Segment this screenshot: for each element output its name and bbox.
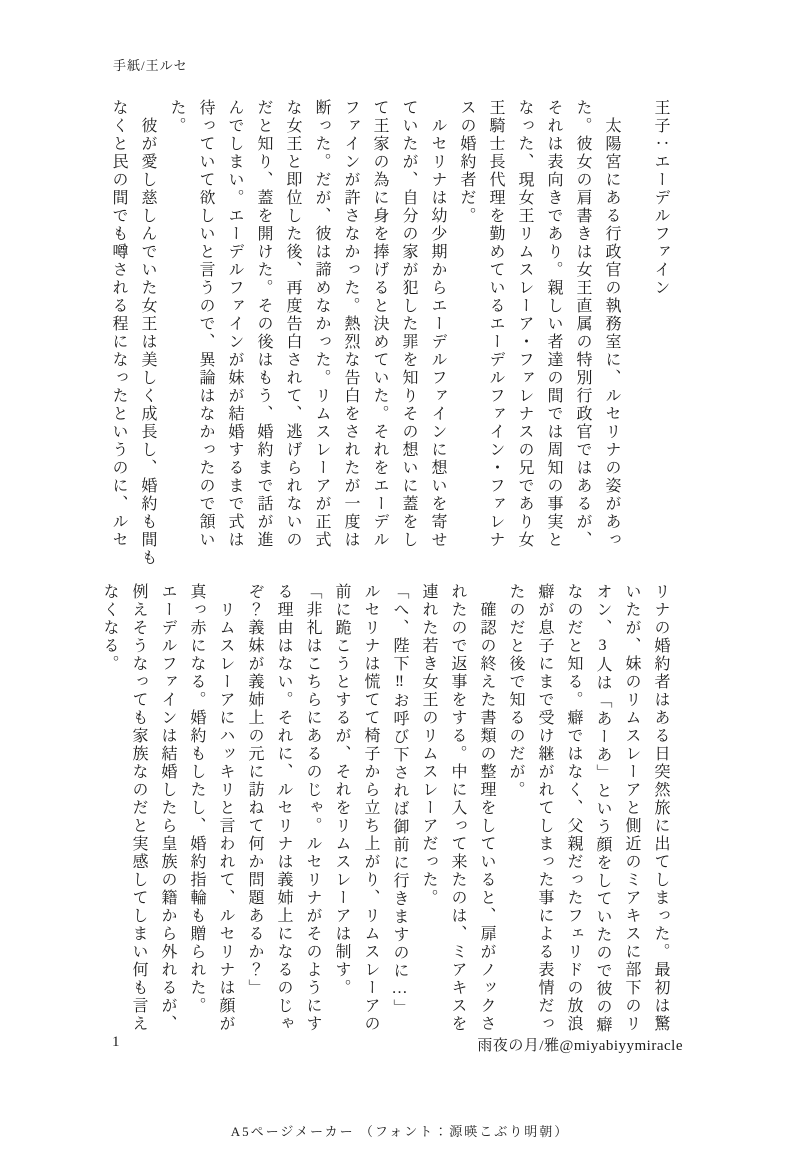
text-block-upper — [104, 99, 675, 577]
text-line: な女王と即位した後、再度告白されて、逃げられないの — [284, 99, 301, 549]
text-line: 彼が愛し慈しんでいた女王は美しく成長し、婚約も間も — [139, 99, 156, 567]
text-line: いたが、妹のリムスレーアと側近のミアキスに部下のリ — [623, 583, 640, 1033]
text-line: なくなる。 — [101, 583, 118, 673]
text-line: オン、3人は「あーあ」という顔をしていたので彼の癖 — [594, 583, 611, 1034]
author-credit: 雨夜の月/雅@miyabiyymiracle — [477, 1038, 683, 1054]
text-line: れたので返事をする。中に入って来たのは、ミアキスを — [449, 583, 466, 1033]
text-line: た。 — [168, 99, 185, 135]
text-line: リムスレーアにハッキリと言われて、ルセリナは顔が — [217, 583, 234, 1033]
text-line: なった、現女王リムスレーア・ファレナスの兄であり女 — [516, 99, 533, 549]
text-line: 「非礼はこちらにあるのじゃ。ルセリナがそのようにす — [304, 583, 321, 1033]
text-line: た。彼女の肩書きは女王直属の特別行政官ではあるが、 — [574, 99, 591, 549]
text-line: リナの婚約者はある日突然旅に出てしまった。最初は驚 — [652, 583, 669, 1033]
text-line: なくと民の間でも噂される程になったというのに、ルセ — [110, 99, 127, 549]
text-line: ルセリナは幼少期からエーデルファインに想いを寄せ — [429, 99, 446, 549]
page-number: 1 — [112, 1034, 120, 1050]
text-line: て王家の為に身を捧げると決めていた。それをエーデル — [371, 99, 388, 549]
text-line: 真っ赤になる。婚約もしたし、婚約指輪も贈られた。 — [188, 583, 205, 1015]
text-line: スの婚約者だ。 — [458, 99, 475, 225]
text-line: なのだと知る。癖ではなく、父親だったフェリドの放浪 — [565, 583, 582, 1033]
text-line: だと知り、蓋を開けた。その後はもう、婚約まで話が進 — [255, 99, 272, 549]
text-line: それは表向きであり。親しい者達の間では周知の事実と — [545, 99, 562, 549]
text-line: 太陽宮にある行政官の執務室に、ルセリナの姿があっ — [603, 99, 620, 549]
header-label: 手紙/王ルセ — [113, 58, 188, 73]
text-line: 「へ、陛下‼お呼び下されば御前に行きますのに…」 — [391, 583, 408, 1017]
generator-note: A5ページメーカー （フォント：源暎こぶり明朝） — [230, 1124, 570, 1139]
text-line: 断った。だが、彼は諦めなかった。リムスレーアが正式 — [313, 99, 330, 549]
text-line: 王子：エーデルファイン — [652, 99, 669, 297]
text-line: る理由はない。それに、ルセリナは義姉上になるのじゃ — [275, 583, 292, 1033]
text-line: 連れた若き女王のリムスレーアだった。 — [420, 583, 437, 907]
text-line: 確認の終えた書類の整理をしていると、扉がノックさ — [478, 583, 495, 1033]
text-line: たのだと後で知るのだが。 — [507, 583, 524, 799]
text-line: 前に跪こうとするが、それをリムスレーアは制す。 — [333, 583, 350, 997]
text-line: 待っていて欲しいと言うので、異論はなかったので頷い — [197, 99, 214, 549]
text-line: ルセリナは慌てて椅子から立ち上がり、リムスレーアの — [362, 583, 379, 1033]
text-line: ファインが許さなかった。熱烈な告白をされたが一度は — [342, 99, 359, 549]
text-block-lower — [95, 583, 675, 1061]
text-line: 王騎士長代理を勤めているエーデルファイン・ファレナ — [487, 99, 504, 549]
text-line: エーデルファインは結婚したら皇族の籍から外れるが、 — [159, 583, 176, 1033]
text-line: んでしまい。エーデルファインが妹が結婚するまで式は — [226, 99, 243, 549]
text-line: 癖が息子にまで受け継がれてしまった事による表情だっ — [536, 583, 553, 1033]
text-line: ていたが、自分の家が犯した罪を知りその想いに蓋をし — [400, 99, 417, 549]
text-line: ぞ？義妹が義姉上の元に訪ねて何か問題あるか？」 — [246, 583, 263, 997]
text-line: 例えそうなっても家族なのだと実感してしまい何も言え — [130, 583, 147, 1033]
